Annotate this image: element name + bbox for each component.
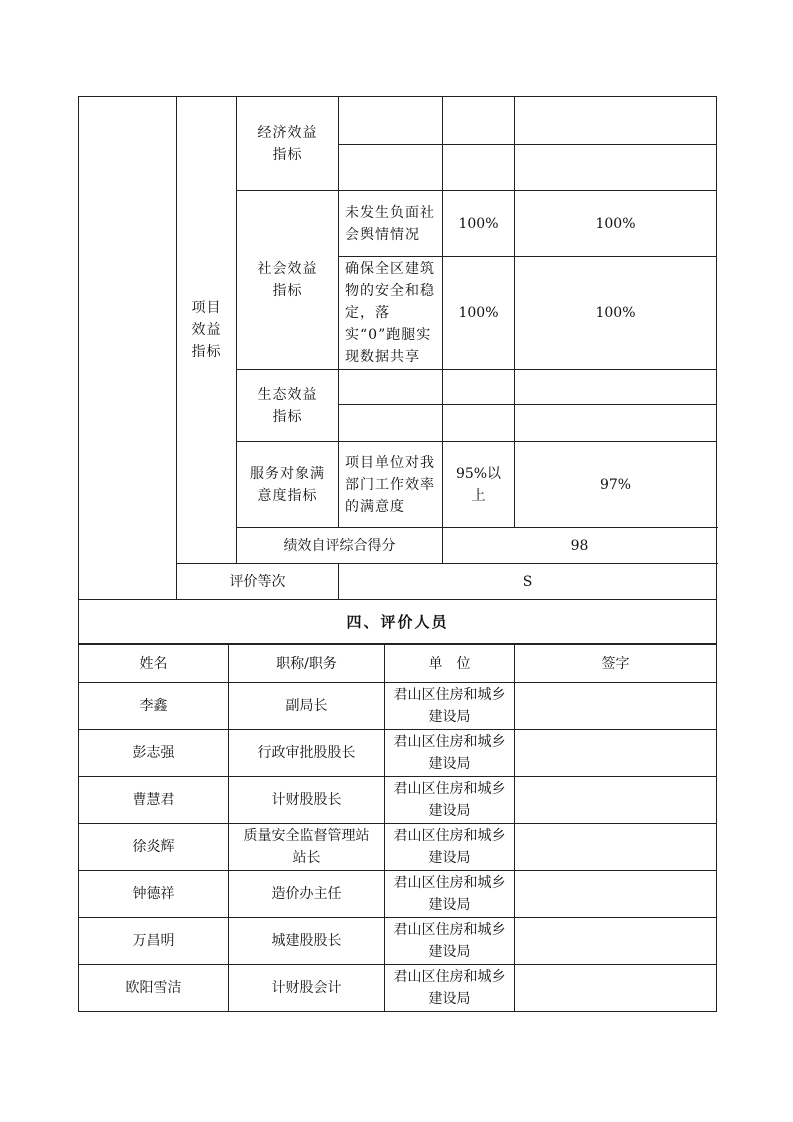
person-title [229,871,385,918]
person-unit-text: 君山区住房和城乡建设局 [393,781,506,819]
person-name: 李鑫 [79,683,229,730]
economic-indicator-2 [339,145,443,191]
person-title [229,683,385,730]
ecological-actual-1 [515,370,717,405]
section-title: 四、评价人员 [79,600,717,644]
person-unit-text: 君山区住房和城乡建设局 [393,687,506,725]
table-row [79,683,717,730]
satisfaction-target: 95%以上 [455,465,502,504]
table-row [79,730,717,777]
person-unit-text: 君山区住房和城乡建设局 [393,969,506,1007]
person-title [229,965,385,1012]
person-unit [385,965,515,1012]
person-title-text: 行政审批股股长 [257,745,356,761]
person-name: 钟德祥 [79,871,229,918]
person-unit [385,824,515,871]
social-label: 社会效益指标 [257,261,318,299]
person-sign [515,683,717,730]
social-target-2: 100% [443,257,515,370]
person-title [229,824,385,871]
grade-label: 评价等次 [177,564,339,600]
ecological-label: 生态效益指标 [257,386,318,425]
person-name: 彭志强 [79,730,229,777]
category-label: 项目效益指标 [191,300,222,360]
person-unit [385,683,515,730]
person-name: 万昌明 [79,918,229,965]
score-label: 绩效自评综合得分 [237,528,443,564]
blank-first-level-cell [79,97,177,600]
person-unit [385,777,515,824]
social-indicator-2: 确保全区建筑物的安全和稳定，落实“0”跑腿实现数据共享 [339,257,443,370]
person-title-text: 计财股会计 [271,980,342,996]
person-name: 欧阳雪洁 [79,965,229,1012]
person-title-text: 质量安全监督管理站站长 [243,828,370,866]
person-unit [385,871,515,918]
economic-label-cell [237,97,339,191]
table-row [79,918,717,965]
satisfaction-label-cell [237,442,339,528]
header-sign: 签字 [515,645,717,683]
person-sign [515,824,717,871]
personnel-table [78,644,717,1012]
social-target-1: 100% [443,191,515,257]
economic-actual-1 [515,97,717,145]
person-name: 徐炎辉 [79,824,229,871]
economic-actual-2 [515,145,717,191]
header-unit: 单 位 [385,645,515,683]
person-title-text: 城建股股长 [271,933,342,949]
indicator-table [78,96,717,644]
person-sign [515,777,717,824]
table-row [79,824,717,871]
ecological-target-2 [443,405,515,442]
ecological-label-cell [237,370,339,442]
ecological-target-1 [443,370,515,405]
social-label-cell [237,191,339,370]
economic-label: 经济效益指标 [257,124,318,163]
satisfaction-label: 服务对象满意度指标 [250,465,325,504]
table-row [79,965,717,1012]
person-title [229,918,385,965]
table-row [79,871,717,918]
economic-target-1 [443,97,515,145]
person-title [229,730,385,777]
person-unit-text: 君山区住房和城乡建设局 [393,875,506,913]
score-value: 98 [443,528,717,564]
person-unit-text: 君山区住房和城乡建设局 [393,922,506,960]
social-indicator-1: 未发生负面社会舆情情况 [339,191,443,257]
satisfaction-indicator: 项目单位对我部门工作效率的满意度 [339,442,443,528]
economic-target-2 [443,145,515,191]
economic-indicator-1 [339,97,443,145]
social-actual-1: 100% [515,191,717,257]
person-title-text: 计财股股长 [271,792,342,808]
person-sign [515,871,717,918]
category-cell [177,97,237,564]
person-unit-text: 君山区住房和城乡建设局 [393,828,506,866]
header-title: 职称/职务 [229,645,385,683]
person-title-text: 造价办主任 [271,886,342,902]
ecological-indicator-2 [339,405,443,442]
person-unit-text: 君山区住房和城乡建设局 [393,734,506,772]
person-title [229,777,385,824]
person-name: 曹慧君 [79,777,229,824]
person-sign [515,965,717,1012]
person-unit [385,730,515,777]
person-title-text: 副局长 [285,698,328,714]
social-actual-2: 100% [515,257,717,370]
person-unit [385,918,515,965]
table-row [79,777,717,824]
ecological-actual-2 [515,405,717,442]
grade-value: S [339,564,717,600]
ecological-indicator-1 [339,370,443,405]
header-name: 姓名 [79,645,229,683]
person-sign [515,730,717,777]
satisfaction-actual: 97% [515,442,717,528]
satisfaction-target-cell [443,442,515,528]
person-sign [515,918,717,965]
